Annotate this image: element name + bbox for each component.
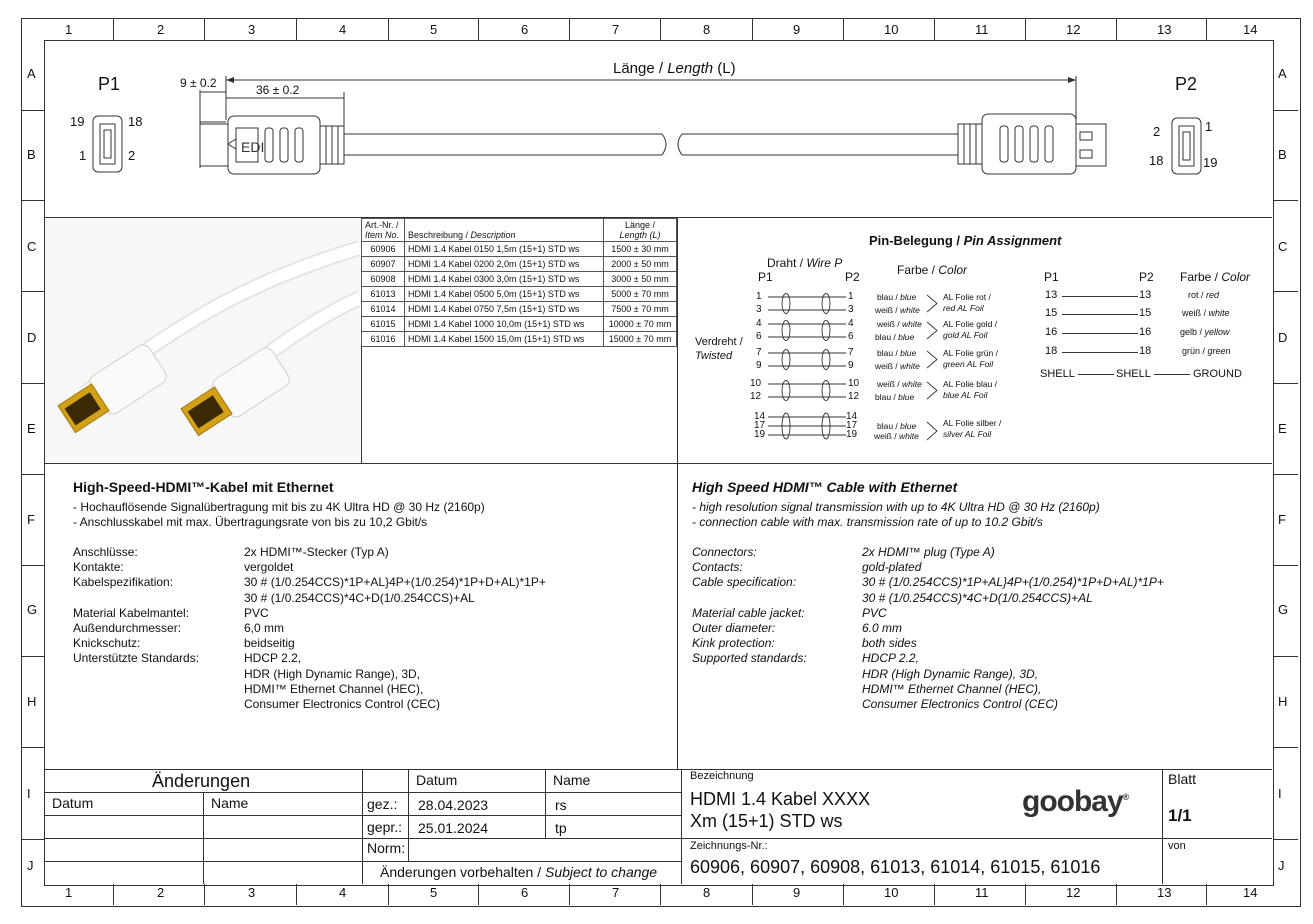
table-cell-desc: HDMI 1.4 Kabel 0500 5,0m (15+1) STD ws <box>405 287 604 302</box>
aend-datum-col: Datum <box>52 795 94 811</box>
grid-tick <box>1273 474 1298 475</box>
single-color: weiß / white <box>1182 308 1230 318</box>
spec-label: Cable specification: <box>692 575 797 590</box>
product-photo <box>45 218 360 462</box>
spec-value: HDMI™ Ethernet Channel (HEC), <box>244 681 424 696</box>
grid-row-label: A <box>27 66 36 81</box>
foil-label: green AL Foil <box>943 359 994 369</box>
twist-marker <box>782 350 790 370</box>
tb-line <box>681 769 682 884</box>
wire-color: weiß / white <box>877 379 922 389</box>
foil-label: AL Folie blau / <box>943 379 998 389</box>
table-cell-no: 61015 <box>362 317 405 332</box>
shell-line <box>1078 374 1114 375</box>
grid-col-label: 6 <box>521 885 529 900</box>
wire-color: blau / blue <box>877 348 917 358</box>
spec-label: Knickschutz: <box>73 636 141 651</box>
single-color: grün / green <box>1182 346 1231 356</box>
grid-tick <box>22 474 44 475</box>
ground-label: GROUND <box>1193 368 1242 380</box>
gepr-name: tp <box>555 820 567 836</box>
table-cell-no: 61016 <box>362 332 405 347</box>
spec-label: Supported standards: <box>692 651 807 666</box>
grid-col-label: 12 <box>1066 22 1081 37</box>
section-divider <box>44 463 1272 464</box>
tb-line <box>44 838 1272 839</box>
twist-marker <box>822 294 830 314</box>
pin-number: 9 <box>756 360 762 371</box>
table-cell-desc: HDMI 1.4 Kabel 1500 15,0m (15+1) STD ws <box>405 332 604 347</box>
single-p1: 15 <box>1045 307 1058 319</box>
table-cell-desc: HDMI 1.4 Kabel 0150 1,5m (15+1) STD ws <box>405 242 604 257</box>
blatt-value: 1/1 <box>1168 806 1192 825</box>
table-cell-no: 60908 <box>362 272 405 287</box>
grid-tick <box>1273 656 1298 657</box>
pin-number: 3 <box>756 304 762 315</box>
grid-row-label: J <box>27 858 34 873</box>
grid-col-label: 8 <box>703 885 711 900</box>
pin-number: 17 <box>846 420 858 431</box>
table-row <box>362 302 677 317</box>
grid-row-label: H <box>1278 694 1288 709</box>
grid-row-label: G <box>1278 602 1289 617</box>
grid-tick <box>478 884 479 905</box>
table-cell-len: 3000 ± 50 mm <box>604 272 677 287</box>
single-p1: 18 <box>1045 345 1058 357</box>
pin-color-label: Farbe / Color <box>897 263 968 277</box>
spec-value: HDCP 2.2, <box>862 651 919 666</box>
table-cell-len: 10000 ± 70 mm <box>604 317 677 332</box>
grid-tick <box>1116 884 1117 905</box>
grid-tick <box>22 291 44 292</box>
cable-drawing <box>0 0 1313 220</box>
shell-p2: SHELL <box>1116 368 1151 380</box>
pin-number: 14 <box>754 411 766 422</box>
pin-number: 10 <box>848 378 860 389</box>
spec-value: beidseitig <box>244 636 295 651</box>
grid-col-label: 1 <box>65 885 73 900</box>
tb-line <box>545 769 546 838</box>
grid-tick <box>1273 383 1298 384</box>
spec-label: Kabelspezifikation: <box>73 575 174 590</box>
grid-tick <box>22 839 44 840</box>
items-table <box>361 218 677 347</box>
blatt-label: Blatt <box>1168 771 1197 787</box>
pin-p2-label: P2 <box>845 270 860 284</box>
spec-value: 2x HDMI™ plug (Type A) <box>862 545 995 559</box>
table-row <box>362 317 677 332</box>
spec-value: HDR (High Dynamic Range), 3D, <box>244 666 421 681</box>
p1-pin-1: 1 <box>79 148 87 163</box>
grid-col-label: 1 <box>65 22 73 37</box>
grid-col-label: 14 <box>1243 885 1258 900</box>
tb-line <box>362 769 363 884</box>
grid-row-label: I <box>1278 786 1282 801</box>
spec-value: HDCP 2.2, <box>244 651 302 666</box>
grid-col-label: 14 <box>1243 22 1258 37</box>
table-cell-len: 5000 ± 70 mm <box>604 287 677 302</box>
grid-col-label: 10 <box>884 885 899 900</box>
pin-number: 14 <box>846 411 858 422</box>
spec-label: Außendurchmesser: <box>73 621 182 635</box>
spec-value: gold-plated <box>862 560 922 575</box>
spec-value: HDMI™ Ethernet Channel (HEC), <box>862 681 1042 696</box>
foil-label: silver AL Foil <box>943 429 992 439</box>
desc-en-title: High Speed HDMI™ Cable with Ethernet <box>692 479 958 495</box>
name-header: Name <box>553 772 591 788</box>
grid-row-label: A <box>1278 66 1287 81</box>
spec-value: Consumer Electronics Control (CEC) <box>862 697 1059 711</box>
pin-number: 4 <box>848 318 854 329</box>
bezeichnung-label: Bezeichnung <box>690 770 754 782</box>
grid-tick <box>752 884 753 905</box>
grid-row-label: F <box>1278 512 1286 527</box>
p1-pin-2: 2 <box>128 148 136 163</box>
grid-tick <box>660 884 661 905</box>
spec-label: Material cable jacket: <box>692 605 805 620</box>
spec-value: 6,0 mm <box>244 621 285 635</box>
tb-line <box>408 769 409 861</box>
spec-value: PVC <box>244 605 269 620</box>
norm-label: Norm: <box>367 840 406 856</box>
spec-label: Connectors: <box>692 545 757 559</box>
grid-tick <box>22 565 44 566</box>
tb-line <box>203 792 204 884</box>
grid-row-label: J <box>1278 858 1285 873</box>
foil-label: AL Folie gold / <box>943 319 998 329</box>
single-p1: 13 <box>1045 289 1058 301</box>
p1-pin-18: 18 <box>128 114 143 129</box>
p2-pin-2: 2 <box>1153 124 1161 139</box>
grid-tick <box>569 884 570 905</box>
table-row <box>362 242 677 257</box>
grid-tick <box>843 884 844 905</box>
spec-label: Kontakte: <box>73 560 124 575</box>
singles-p1-label: P1 <box>1044 270 1059 284</box>
grid-col-label: 8 <box>703 22 711 37</box>
single-p2: 16 <box>1139 326 1152 338</box>
spec-value: vergoldet <box>244 560 294 575</box>
spec-value: 30 # (1/0.254CCS)*1P+AL}4P+(1/0.254)*1P+D+AL)*1P+ <box>862 575 1164 590</box>
spec-value: 30 # (1/0.254CCS)*1P+AL}4P+(1/0.254)*1P+D+AL)*1P+ <box>244 575 546 590</box>
pin-number: 1 <box>848 291 854 302</box>
drawing-title-2: Xm (15+1) STD ws <box>690 811 843 831</box>
table-cell-desc: HDMI 1.4 Kabel 0750 7,5m (15+1) STD ws <box>405 302 604 317</box>
grid-col-label: 4 <box>339 22 347 37</box>
table-row <box>362 272 677 287</box>
grid-tick <box>1273 839 1298 840</box>
von-label: von <box>1168 840 1186 852</box>
aend-name-col: Name <box>211 795 249 811</box>
brace-mark <box>927 382 937 399</box>
grid-row-label: E <box>27 421 36 436</box>
grid-tick <box>388 884 389 905</box>
table-cell-no: 61014 <box>362 302 405 317</box>
desc-de-title: High-Speed-HDMI™-Kabel mit Ethernet <box>73 479 334 495</box>
shell-p1: SHELL <box>1040 368 1075 380</box>
gez-date: 28.04.2023 <box>418 797 489 813</box>
gez-label: gez.: <box>367 796 398 812</box>
table-cell-len: 2000 ± 50 mm <box>604 257 677 272</box>
desc-de-bullet: - Hochauflösende Signalübertragung mit bis zu 4K Ultra HD @ 30 Hz (2160p) <box>73 500 485 514</box>
twist-marker <box>782 321 790 341</box>
foil-label: AL Folie silber / <box>943 418 1002 428</box>
grid-row-label: I <box>27 786 31 801</box>
brace-mark <box>927 422 937 440</box>
twist-marker <box>782 294 790 314</box>
pin-number: 7 <box>756 347 762 358</box>
aenderungen-heading: Änderungen <box>152 771 251 791</box>
gepr-date: 25.01.2024 <box>418 820 489 836</box>
pin-p1-label: P1 <box>758 270 773 284</box>
single-color: rot / red <box>1188 290 1220 300</box>
desc-de-bullet: - Anschlusskabel mit max. Übertragungsrate von bis zu 10,2 Gbit/s <box>73 515 428 529</box>
grid-row-label: D <box>1278 330 1288 345</box>
section-divider <box>44 769 1272 770</box>
grid-tick <box>22 383 44 384</box>
table-cell-desc: HDMI 1.4 Kabel 0200 2,0m (15+1) STD ws <box>405 257 604 272</box>
col-art-nr: Art.-Nr. / Item No. <box>362 219 405 242</box>
p2-label: P2 <box>1175 74 1198 94</box>
twist-marker <box>782 381 790 401</box>
grid-col-label: 7 <box>612 885 620 900</box>
grid-row-label: E <box>1278 421 1287 436</box>
spec-label: Contacts: <box>692 560 743 575</box>
grid-tick <box>1206 884 1207 905</box>
twisted-pair-diagram <box>760 285 1060 465</box>
p2-connector-icon <box>1172 118 1201 174</box>
single-p2: 15 <box>1139 307 1152 319</box>
grid-tick <box>113 884 114 905</box>
p1-label: P1 <box>98 74 121 94</box>
grid-col-label: 9 <box>793 885 801 900</box>
grid-col-label: 10 <box>884 22 899 37</box>
single-p2: 13 <box>1139 289 1152 301</box>
tb-line <box>362 861 681 862</box>
length-label: Länge / Length (L) <box>613 60 736 77</box>
spec-value: Consumer Electronics Control (CEC) <box>244 697 441 711</box>
dim-9: 9 ± 0.2 <box>180 76 217 90</box>
brace-mark <box>927 322 937 339</box>
table-row <box>362 332 677 347</box>
grid-tick <box>1273 291 1298 292</box>
drawing-title-1: HDMI 1.4 Kabel XXXX <box>690 789 871 809</box>
foil-label: blue AL Foil <box>943 390 988 400</box>
grid-row-label: D <box>27 330 37 345</box>
pin-number: 19 <box>754 429 766 440</box>
spec-value: 30 # (1/0.254CCS)*4C+D(1/0.254CCS)+AL <box>244 590 475 605</box>
pin-number: 17 <box>754 420 766 431</box>
grid-col-label: 13 <box>1157 22 1172 37</box>
goobay-logo: goobay® <box>1022 785 1129 818</box>
zeichnungs-nr-label: Zeichnungs-Nr.: <box>690 840 768 852</box>
grid-row-label: G <box>27 602 38 617</box>
table-row <box>362 257 677 272</box>
pin-number: 7 <box>848 347 854 358</box>
spec-value: 30 # (1/0.254CCS)*4C+D(1/0.254CCS)+AL <box>862 590 1093 605</box>
tb-line <box>1162 769 1163 884</box>
pin-number: 6 <box>848 331 854 342</box>
grid-row-label: F <box>27 512 35 527</box>
grid-tick <box>22 656 44 657</box>
grid-col-label: 3 <box>248 885 256 900</box>
gez-name: rs <box>555 797 567 813</box>
subject-to-change: Änderungen vorbehalten / Subject to change <box>380 864 658 880</box>
spec-label: Anschlüsse: <box>73 545 138 559</box>
spec-value: 6.0 mm <box>862 621 903 635</box>
grid-row-label: B <box>1278 147 1287 162</box>
grid-tick <box>1273 747 1298 748</box>
wire-color: blau / blue <box>875 332 915 342</box>
tb-line <box>362 792 681 793</box>
grid-row-label: C <box>1278 239 1288 254</box>
table-cell-desc: HDMI 1.4 Kabel 0300 3,0m (15+1) STD ws <box>405 272 604 287</box>
singles-p2-label: P2 <box>1139 270 1154 284</box>
zeichnungs-nr-value: 60906, 60907, 60908, 61013, 61014, 61015, 61016 <box>690 857 1101 877</box>
pin-title: Pin-Belegung / Pin Assignment <box>869 233 1062 248</box>
section-divider <box>677 217 678 769</box>
pin-number: 10 <box>750 378 762 389</box>
wire-color: weiß / white <box>874 431 919 441</box>
spec-value: both sides <box>862 636 917 651</box>
pin-number: 12 <box>750 391 762 402</box>
grid-col-label: 9 <box>793 22 801 37</box>
grid-col-label: 11 <box>975 885 989 900</box>
table-cell-desc: HDMI 1.4 Kabel 1000 10,0m (15+1) STD ws <box>405 317 604 332</box>
foil-label: gold AL Foil <box>943 330 988 340</box>
spec-label: Kink protection: <box>692 636 775 651</box>
p1-connector-icon <box>93 116 122 172</box>
spec-label: Outer diameter: <box>692 621 776 635</box>
spec-label: Material Kabelmantel: <box>73 605 190 620</box>
grid-col-label: 5 <box>430 885 438 900</box>
wire-color: weiß / white <box>877 319 922 329</box>
pin-number: 19 <box>846 429 858 440</box>
single-p2: 18 <box>1139 345 1152 357</box>
table-row <box>362 287 677 302</box>
pin-draht-label: Draht / Wire P <box>767 256 843 270</box>
pin-number: 1 <box>756 291 762 302</box>
table-cell-no: 60906 <box>362 242 405 257</box>
grid-tick <box>1273 565 1298 566</box>
grid-tick <box>1025 884 1026 905</box>
grid-col-label: 7 <box>612 22 620 37</box>
pin-number: 6 <box>756 331 762 342</box>
single-wire-line <box>1062 333 1138 334</box>
spec-label: Unterstützte Standards: <box>73 651 200 666</box>
single-p1: 16 <box>1045 326 1058 338</box>
twist-marker <box>822 381 830 401</box>
pin-number: 9 <box>848 360 854 371</box>
single-wire-line <box>1062 352 1138 353</box>
brace-mark <box>927 295 937 312</box>
single-wire-line <box>1062 296 1138 297</box>
grid-col-label: 6 <box>521 22 529 37</box>
ground-line <box>1154 374 1190 375</box>
table-cell-len: 1500 ± 30 mm <box>604 242 677 257</box>
wire-color: blau / blue <box>877 421 917 431</box>
wire-color: weiß / white <box>875 305 920 315</box>
pin-number: 4 <box>756 318 762 329</box>
spec-value: 2x HDMI™-Stecker (Typ A) <box>244 545 389 559</box>
foil-label: AL Folie rot / <box>943 292 991 302</box>
grid-col-label: 12 <box>1066 885 1081 900</box>
p2-pin-1: 1 <box>1205 119 1213 134</box>
grid-col-label: 4 <box>339 885 347 900</box>
p2-pin-18: 18 <box>1149 153 1164 168</box>
wire-color: weiß / white <box>875 361 920 371</box>
grid-tick <box>204 884 205 905</box>
twist-marker <box>822 350 830 370</box>
spec-value: PVC <box>862 605 887 620</box>
verdreht-label: Verdreht / Twisted <box>695 336 743 362</box>
twist-marker <box>822 321 830 341</box>
table-cell-no: 60907 <box>362 257 405 272</box>
items-table-body <box>362 242 677 347</box>
col-description: Beschreibung / Description <box>405 219 604 242</box>
single-color: gelb / yellow <box>1180 327 1230 337</box>
grid-col-label: 11 <box>975 22 989 37</box>
brace-mark <box>927 351 937 368</box>
foil-label: AL Folie grün / <box>943 348 998 358</box>
grid-row-label: B <box>27 147 36 162</box>
table-cell-len: 7500 ± 70 mm <box>604 302 677 317</box>
single-wire-line <box>1062 314 1138 315</box>
spec-value: HDR (High Dynamic Range), 3D, <box>862 666 1039 681</box>
pin-number: 3 <box>848 304 854 315</box>
grid-col-label: 2 <box>157 885 165 900</box>
grid-col-label: 13 <box>1157 885 1172 900</box>
gepr-label: gepr.: <box>367 819 403 835</box>
wire-color: blau / blue <box>877 292 917 302</box>
p1-pin-19: 19 <box>70 114 85 129</box>
table-cell-no: 61013 <box>362 287 405 302</box>
grid-tick <box>296 884 297 905</box>
desc-en-bullet: - connection cable with max. transmission rate of up to 10.2 Gbit/s <box>692 515 1043 529</box>
grid-tick <box>934 884 935 905</box>
p2-pin-19: 19 <box>1203 155 1218 170</box>
desc-en-bullet: - high resolution signal transmission with up to 4K Ultra HD @ 30 Hz (2160p) <box>692 500 1100 514</box>
datum-header: Datum <box>416 772 458 788</box>
svg-text:EDI: EDI <box>241 139 265 155</box>
table-cell-len: 15000 ± 70 mm <box>604 332 677 347</box>
grid-row-label: C <box>27 239 37 254</box>
grid-tick <box>22 747 44 748</box>
grid-row-label: H <box>27 694 37 709</box>
singles-color-label: Farbe / Color <box>1180 270 1251 284</box>
dim-36: 36 ± 0.2 <box>256 83 300 97</box>
grid-col-label: 3 <box>248 22 256 37</box>
col-length: Länge / Length (L) <box>604 219 677 242</box>
wire-color: blau / blue <box>875 392 915 402</box>
grid-col-label: 5 <box>430 22 438 37</box>
grid-col-label: 2 <box>157 22 165 37</box>
foil-label: red AL Foil <box>943 303 984 313</box>
pin-number: 12 <box>848 391 860 402</box>
